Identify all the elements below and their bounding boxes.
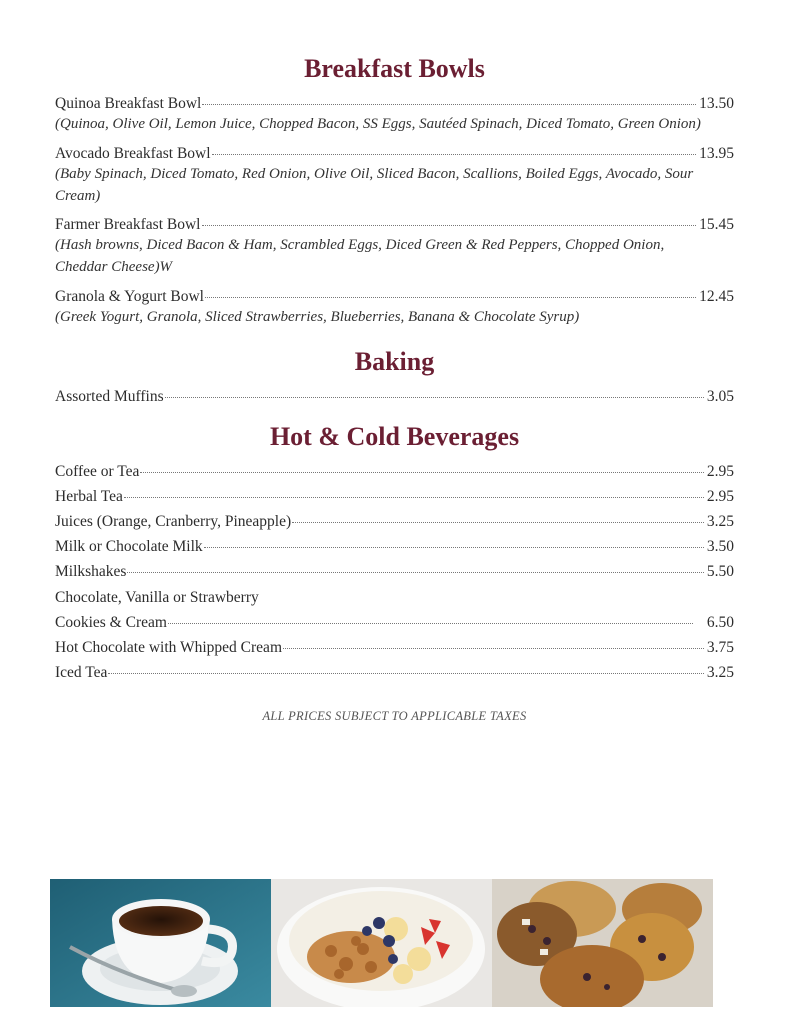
menu-item-cookies-cream [55,614,734,632]
item-name: Hot Chocolate with Whipped Cream [55,639,282,656]
section-title-baking: Baking [354,347,435,376]
item-description-line-2: Cheddar Cheese)W [55,259,173,275]
menu-item-iced-tea [55,664,734,682]
item-description-line-1: (Baby Spinach, Diced Tomato, Red Onion, Olive Oil, Sliced Bacon, Scallions, Boiled Eggs, Avocado, Sour [55,166,694,182]
tax-note: ALL PRICES SUBJECT TO APPLICABLE TAXES [262,709,527,723]
menu-item-herbal-tea [55,488,734,506]
menu-item-avocado [55,145,734,207]
item-description-line-2: Cream) [55,188,101,204]
leader-dots [205,297,696,298]
item-price: 15.45 [699,216,734,233]
item-price: 2.95 [706,463,734,480]
item-description: (Greek Yogurt, Granola, Sliced Strawberries, Blueberries, Banana & Chocolate Syrup) [55,309,580,325]
item-name: Herbal Tea [55,488,123,505]
menu-item-milkshakes [55,563,734,581]
item-price: 3.50 [706,538,734,555]
menu-item-milk [55,538,734,556]
item-description: (Quinoa, Olive Oil, Lemon Juice, Chopped Bacon, SS Eggs, Sautéed Spinach, Diced Tomato, Green Onion) [55,116,701,132]
leader-dots [283,648,704,649]
item-name: Avocado Breakfast Bowl [55,145,211,162]
item-name: Granola & Yogurt Bowl [55,288,204,305]
item-price: 3.25 [706,513,734,530]
item-name: Milk or Chocolate Milk [55,538,203,555]
item-price: 5.50 [706,563,734,580]
item-price: 12.45 [699,288,734,305]
leader-dots [140,472,703,473]
item-price: 3.75 [706,639,734,656]
section-title-beverages: Hot & Cold Beverages [269,422,520,451]
granola-yogurt-bowl-image [271,879,492,1007]
item-name: Cookies & Cream [55,614,167,631]
leader-dots [108,673,703,674]
coffee-cup-image [50,879,271,1007]
item-name: Farmer Breakfast Bowl [55,216,201,233]
menu-item-farmer [55,216,734,278]
muffins-image [492,879,713,1007]
menu-item-muffins [55,388,734,406]
menu-item-juices [55,513,734,531]
item-price: 3.25 [706,664,734,681]
menu-item-granola [55,288,734,328]
leader-dots [127,572,703,573]
item-name: Assorted Muffins [55,388,164,405]
menu-item-quinoa [55,95,734,135]
leader-dots [165,397,704,398]
leader-dots [202,225,697,226]
leader-dots [204,547,704,548]
menu-item-hot-chocolate [55,639,734,657]
leader-dots [202,104,696,105]
leader-dots [124,497,704,498]
milkshake-flavors: Chocolate, Vanilla or Strawberry [55,589,259,606]
item-price: 13.95 [699,145,734,162]
leader-dots [212,154,697,155]
item-name: Juices (Orange, Cranberry, Pineapple) [55,513,292,530]
item-description-line-1: (Hash browns, Diced Bacon & Ham, Scrambled Eggs, Diced Green & Red Peppers, Chopped Onion, [55,237,665,253]
item-name: Quinoa Breakfast Bowl [55,95,202,112]
item-name: Iced Tea [55,664,108,681]
photo-strip [50,879,713,1007]
item-price: 2.95 [706,488,734,505]
section-title-breakfast-bowls: Breakfast Bowls [304,54,485,83]
menu-item-coffee [55,463,734,481]
item-name: Coffee or Tea [55,463,140,480]
item-name: Milkshakes [55,563,127,580]
leader-dots [292,522,704,523]
item-price: 6.50 [706,614,734,631]
item-price: 13.50 [699,95,734,112]
leader-dots [168,623,693,624]
item-price: 3.05 [706,388,734,405]
